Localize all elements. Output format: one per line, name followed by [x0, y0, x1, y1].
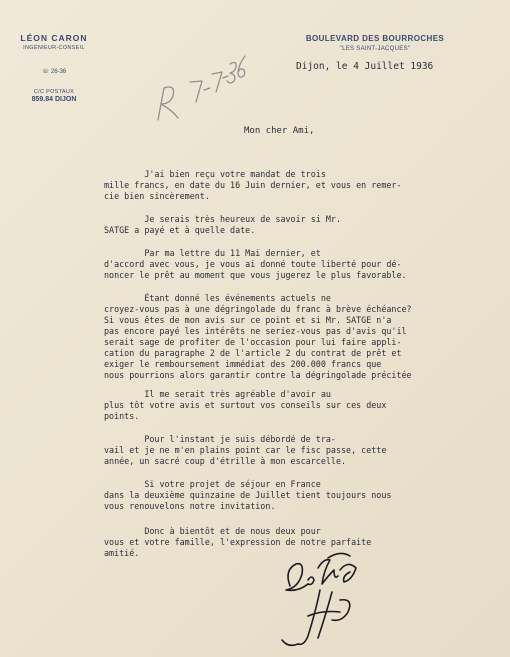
letterhead-name: LÉON CARON: [20, 33, 88, 43]
address-area: "LES SAINT-JACQUES": [339, 46, 411, 52]
pencil-annotation: [140, 48, 250, 128]
paragraph-work: Pour l'instant je suis débordé de tra- vail et je ne m'en plains point car le fisc passe, cette année, un sacré coup d'étrille à mon escarcelle.: [104, 434, 387, 466]
date-line: Dijon, le 4 Juillet 1936: [296, 61, 434, 72]
letterhead-phone: ☏ 26-36: [41, 69, 67, 75]
postal-account-number: 859.84 DIJON: [31, 96, 77, 103]
paragraph-advice: Il me serait très agréable d'avoir au plus tôt votre avis et surtout vos conseils sur ces deux points.: [104, 389, 387, 421]
paragraph-closing: Donc à bientôt et de nous deux pour vous et votre famille, l'expression de notre parfaite amitié.: [104, 526, 372, 558]
paragraph-invitation: Si votre projet de séjour en France dans la deuxième quinzaine de Juillet tient toujours nous vous renouvelons notre invitation.: [104, 479, 392, 511]
handwritten-signature: [268, 540, 378, 652]
paragraph-receipt: J'ai bien reçu votre mandat de trois mille francs, en date du 16 Juin dernier, et vous en remer- cie bien sincèrement.: [104, 169, 402, 201]
paragraph-franc: Étant donné les événements actuels ne croyez-vous pas à une dégringolade du franc à brève échéance? Si vous êtes de mon avis sur ce point et si Mr. SATGE n'a pas encore payé les intérêts ne seriez-vous pas d'avis qu'il serait sage de profiter de l'occasion pour lui faire appli- cation du paragraphe 2 de l'article 2 du contrat de prêt et exiger le remboursement immédiat des 200.000 francs que nous pourrions alors garantir contre la dégringolade précitée: [104, 293, 412, 380]
salutation: Mon cher Ami,: [244, 126, 315, 136]
postal-account-label: C/C POSTAUX: [33, 89, 75, 95]
letterhead-title: INGÉNIEUR-CONSEIL: [23, 45, 85, 51]
paragraph-loan: Par ma lettre du 11 Mai dernier, et d'accord avec vous, je vous ai donné toute liberté pour dé- noncer le prêt au moment que vous jugerez le plus favorable.: [104, 248, 407, 280]
paragraph-payment: Je serais très heureux de savoir si Mr. SATGE a payé et à quelle date.: [104, 214, 341, 235]
address-street: BOULEVARD DES BOURROCHES: [305, 34, 445, 43]
